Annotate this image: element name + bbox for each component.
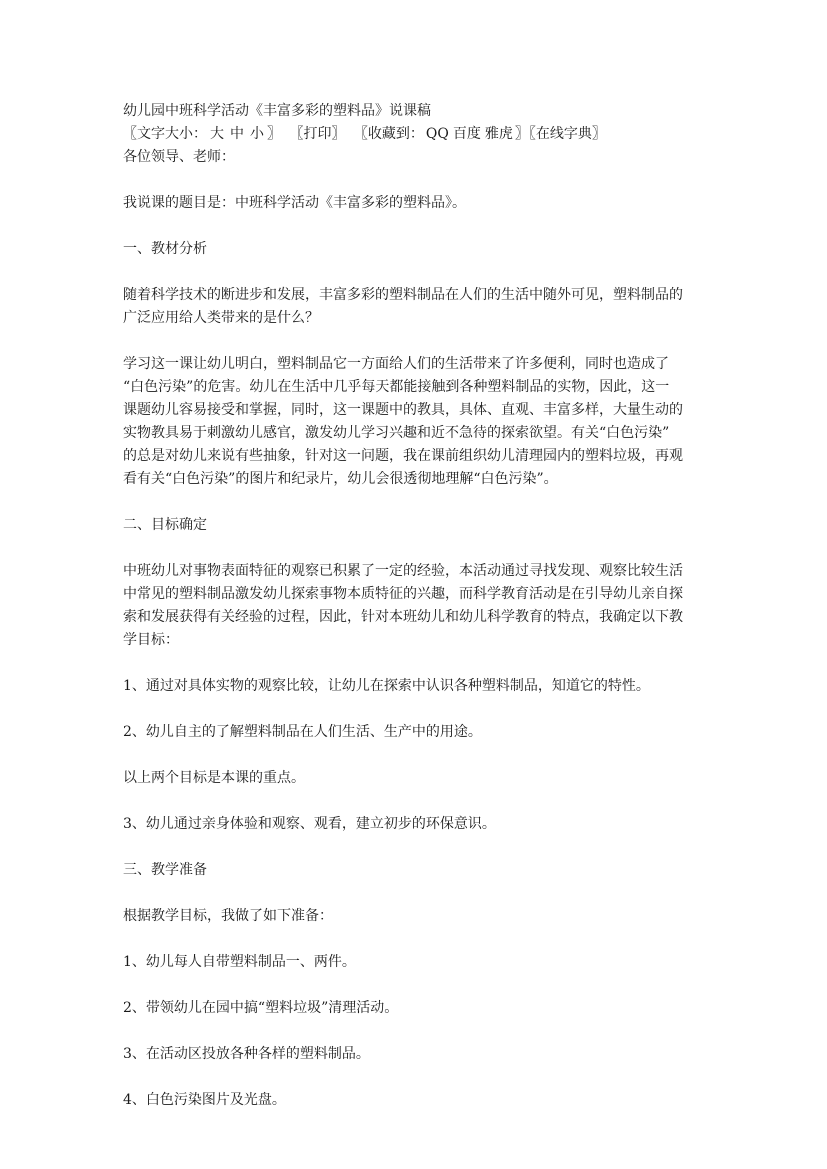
preparation-item-4: 4、白色污染图片及光盘。 xyxy=(123,1092,286,1108)
paragraph-line: 中班幼儿对事物表面特征的观察已积累了一定的经验，本活动通过寻找发现、观察比较生活 xyxy=(123,563,683,579)
spacer xyxy=(123,744,707,767)
spacer xyxy=(123,698,707,721)
collect-baidu-link[interactable]: 百度 xyxy=(452,126,481,142)
collect-qq-link[interactable]: QQ xyxy=(425,126,449,142)
font-size-label-open: 〖文字大小： xyxy=(123,126,207,142)
topic-paragraph: 我说课的题目是：中班科学活动《丰富多彩的塑料品》。 xyxy=(123,195,466,211)
spacer xyxy=(123,261,707,284)
paragraph-goals-intro xyxy=(123,560,707,652)
spacer xyxy=(123,215,707,238)
paragraph-line: 的总是对幼儿来说有些抽象，针对这一问题，我在课前组织幼儿清理园内的塑料垃圾，再观 xyxy=(123,448,683,464)
spacer xyxy=(123,491,707,514)
spacer xyxy=(123,790,707,813)
font-size-large-link[interactable]: 大 xyxy=(210,126,224,142)
paragraph-line: 学习这一课让幼儿明白，塑料制品它一方面给人们的生活带来了许多便利，同时也造成了 xyxy=(123,356,669,372)
print-link[interactable]: 〖打印〗 xyxy=(289,126,346,142)
paragraph-line: 实物教具易于刺激幼儿感官，激发幼儿学习兴趣和近不急待的探索欲望。有关“白色污染” xyxy=(123,425,670,441)
preparation-item-2: 2、带领幼儿在园中搞“塑料垃圾”清理活动。 xyxy=(123,1000,399,1016)
collect-yahoo-link[interactable]: 雅虎 xyxy=(484,126,513,142)
preparation-item-1: 1、幼儿每人自带塑料制品一、两件。 xyxy=(123,954,356,970)
preparation-item-3: 3、在活动区投放各种各样的塑料制品。 xyxy=(123,1046,370,1062)
spacer xyxy=(123,652,707,675)
spacer xyxy=(123,1020,707,1043)
preparation-intro: 根据教学目标，我做了如下准备： xyxy=(123,908,333,924)
paragraph-line: 学目标： xyxy=(123,632,179,648)
spacer xyxy=(123,537,707,560)
paragraph-line: 广泛应用给人类带来的是什么？ xyxy=(123,310,319,326)
goal-item-2: 2、幼儿自主的了解塑料制品在人们生活、生产中的用途。 xyxy=(123,724,482,740)
document-toolbar xyxy=(123,123,707,146)
spacer xyxy=(123,330,707,353)
paragraph-line: 中常见的塑料制品激发幼儿探索事物本质特征的兴趣，而科学教育活动是在引导幼儿亲自探 xyxy=(123,586,683,602)
paragraph-line: 看有关“白色污染”的图片和纪录片，幼儿会很透彻地理解“白色污染”。 xyxy=(123,471,558,487)
section-heading-preparation: 三、教学准备 xyxy=(123,862,207,878)
spacer xyxy=(123,928,707,951)
spacer xyxy=(123,974,707,997)
paragraph-background xyxy=(123,284,707,330)
key-points-note: 以上两个目标是本课的重点。 xyxy=(123,770,305,786)
section-heading-goals: 二、目标确定 xyxy=(123,517,207,533)
font-size-medium-link[interactable]: 中 xyxy=(230,126,244,142)
document-page xyxy=(123,100,707,1112)
spacer xyxy=(123,1066,707,1089)
section-heading-materials: 一、教材分析 xyxy=(123,241,207,257)
collect-label-close: 〗 xyxy=(514,126,529,142)
greeting: 各位领导、老师： xyxy=(123,149,235,165)
paragraph-analysis xyxy=(123,353,707,491)
font-size-small-link[interactable]: 小 xyxy=(250,126,264,142)
spacer xyxy=(123,882,707,905)
goal-item-1: 1、通过对具体实物的观察比较，让幼儿在探索中认识各种塑料制品，知道它的特性。 xyxy=(123,678,650,694)
paragraph-line: 索和发展获得有关经验的过程，因此，针对本班幼儿和幼儿科学教育的特点，我确定以下教 xyxy=(123,609,683,625)
spacer xyxy=(123,836,707,859)
paragraph-line: “白色污染”的危害。幼儿在生活中几乎每天都能接触到各种塑料制品的实物，因此，这一 xyxy=(123,379,670,395)
goal-item-3: 3、幼儿通过亲身体验和观察、观看，建立初步的环保意识。 xyxy=(123,816,496,832)
collect-label-open: 〖收藏到： xyxy=(353,126,424,142)
document-title: 幼儿园中班科学活动《丰富多彩的塑料品》说课稿 xyxy=(123,103,431,119)
paragraph-line: 课题幼儿容易接受和掌握，同时，这一课题中的教具，具体、直观、丰富多样，大量生动的 xyxy=(123,402,683,418)
dictionary-link[interactable]: 〖在线字典〗 xyxy=(528,126,606,142)
spacer xyxy=(123,169,707,192)
paragraph-line: 随着科学技术的断进步和发展，丰富多彩的塑料制品在人们的生活中随外可见，塑料制品的 xyxy=(123,287,683,303)
font-size-label-close: 〗 xyxy=(267,126,281,142)
